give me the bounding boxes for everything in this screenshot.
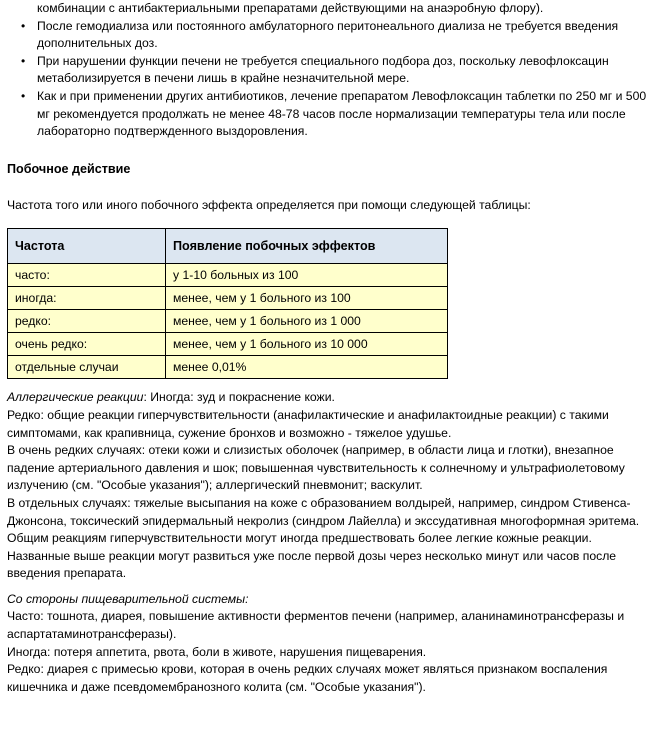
cell-frequency: часто: [8,264,166,287]
cell-frequency: отдельные случаи [8,356,166,379]
list-item-text: При нарушении функции печени не требуется специального подбора доз, поскольку левофлоксацин метаболизируется в печени лишь в крайне незначительной мере. [37,53,609,86]
dosage-bullet-list [7,18,654,141]
bullet-icon: • [21,88,26,103]
spacer [7,177,654,197]
table-row [8,333,448,356]
spacer [7,583,654,591]
cell-occurrence: у 1-10 больных из 100 [166,264,448,287]
table-row [8,356,448,379]
cell-occurrence: менее 0,01% [166,356,448,379]
allergic-paragraph: В отдельных случаях: тяжелые высыпания на коже с образованием волдырей, например, синдром Стивенса-Джонсона, токсический эпидермальный некролиз (синдром Лайелла) и экссудативная многоформная эритема. Общим реакциям гиперчувствительности могут иногда предшествовать более легкие кожные реакции. Названные выше реакции могут развиться уже после первой дозы через несколько минут или часов после введения препарата. [7,495,640,581]
table-row [8,264,448,287]
allergic-reactions-section [7,389,654,583]
spacer [7,214,654,228]
spacer [7,141,654,161]
list-item-text: После гемодиализа или постоянного амбулаторного перитонеального диализа не требуется введения дополнительных доз. [37,18,619,51]
cell-frequency: редко: [8,310,166,333]
allergic-reactions-title: Аллергические реакции [7,390,144,405]
cell-occurrence: менее, чем у 1 больного из 100 [166,287,448,310]
column-header-frequency: Частота [8,229,166,264]
list-item [7,18,654,53]
allergic-paragraph: В очень редких случаях: отеки кожи и слизистых оболочек (например, в области лица и глотки), внезапное падение артериального давления и шок; повышенная чувствительность к солнечному и ультрафиолетовому излучению (см. "Особые указания"); аллергический пневмонит; васкулит. [7,443,625,493]
cell-occurrence: менее, чем у 1 больного из 10 000 [166,333,448,356]
allergic-reactions-lead [7,389,654,407]
digestive-system-title: Со стороны пищеварительной системы: [7,591,249,606]
digestive-paragraph: Иногда: потеря аппетита, рвота, боли в животе, нарушения пищеварения. [7,644,427,659]
frequency-table [7,228,448,379]
table-row [8,310,448,333]
digestive-paragraph: Редко: диарея с примесью крови, которая в очень редких случаях может являться признаком воспаления кишечника и даже псевдомембранозного колита (см. "Особые указания"). [7,662,608,694]
bullet-icon: • [21,53,26,68]
table-header-row [8,229,448,264]
cell-occurrence: менее, чем у 1 больного из 1 000 [166,310,448,333]
page-title: Побочное действие [7,161,131,176]
allergic-paragraph: Редко: общие реакции гиперчувствительности (анафилактические и анафилактоидные реакции) с такими симптомами, как крапивница, сужение бронхов и возможно - тяжелое удушье. [7,407,609,440]
allergic-reactions-lead-rest: : Иногда: зуд и покраснение кожи. [143,390,335,405]
list-item [7,88,654,141]
column-header-occurrence: Появление побочных эффектов [166,229,448,264]
digestive-paragraph: Часто: тошнота, диарея, повышение активности ферментов печени (например, аланинаминотрансферазы и аспартатаминотрансферазы). [7,609,625,642]
list-item-text: Как и при применении других антибиотиков, лечение препаратом Левофлоксацин таблетки по 250 мг и 500 мг рекомендуется продолжать не менее 48-78 часов после нормализации температуры тела или после лабораторно подтвержденного выздоровления. [37,88,647,139]
bullet-icon: • [21,18,26,33]
spacer [7,379,654,389]
table-body [8,264,448,379]
cell-frequency: иногда: [8,287,166,310]
table-intro-paragraph: Частота того или иного побочного эффекта определяется при помощи следующей таблицы: [7,197,531,212]
table-row [8,287,448,310]
list-item [7,53,654,88]
digestive-system-section [7,591,654,697]
cell-frequency: очень редко: [8,333,166,356]
table-header [8,229,448,264]
continued-paragraph: комбинации с антибактериальными препаратами действующими на анаэробную флору). [37,1,544,15]
